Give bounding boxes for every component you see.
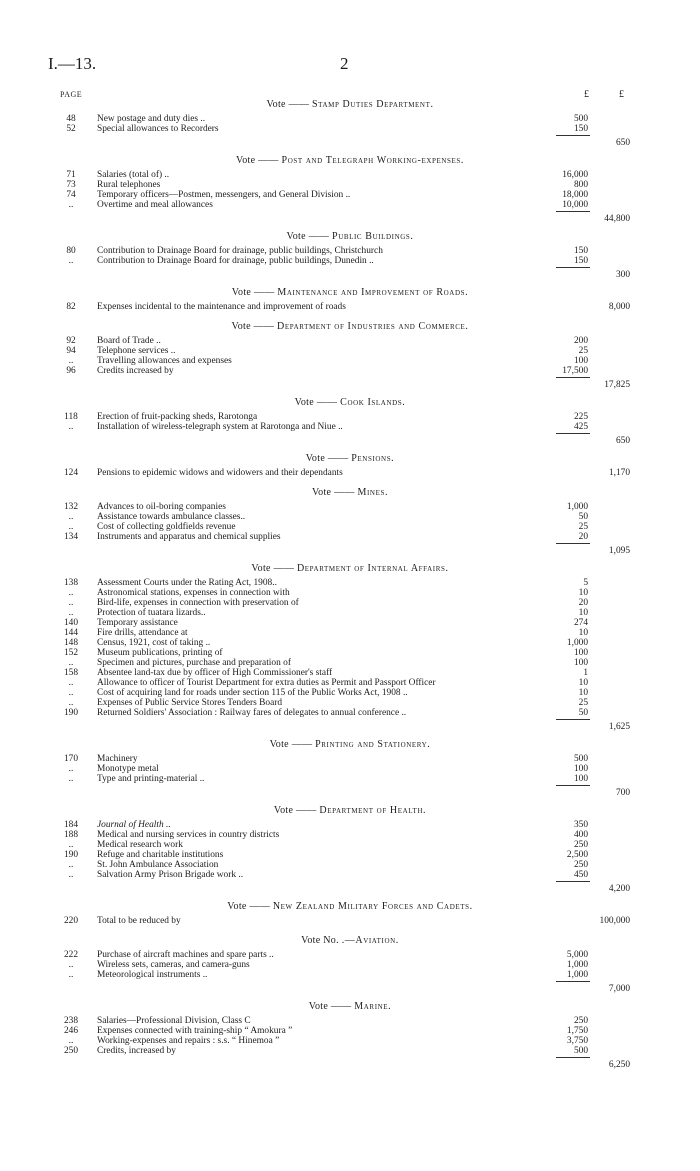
vote-heading [0,287,700,299]
vote-title: Mines. [357,487,389,498]
table-row [0,1016,700,1026]
row-amount: 150 [573,124,588,134]
row-description: Installation of wireless-telegraph system at Rarotonga and Niue .. [97,422,343,432]
row-amount: 10 [578,628,588,638]
subtotal-rule [556,211,590,212]
row-amount: 500 [573,1046,588,1056]
table-row [0,124,700,134]
row-description: Travelling allowances and expenses [97,356,232,366]
row-page-ref: 80 [66,246,76,256]
document-reference: I.—13. [48,54,97,73]
table-row [0,346,700,356]
table-row [0,422,700,432]
vote-section [0,739,700,796]
subtotal-rule [556,719,590,720]
vote-total-row [0,718,700,730]
table-row [0,170,700,180]
table-row [0,412,700,422]
table-row [0,688,700,698]
vote-total-row [0,784,700,796]
row-amount: 400 [573,830,588,840]
row-page-ref: .. [68,698,74,708]
row-page-ref: 250 [63,1046,79,1056]
vote-total: 4,200 [608,884,630,894]
vote-total: 650 [615,436,630,446]
row-description: Salaries (total of) .. [97,170,170,180]
table-row [0,658,700,668]
vote-title: Pensions. [351,453,395,464]
vote-title: Marine. [354,1001,392,1012]
row-page-ref: .. [68,522,74,532]
row-amount: 50 [578,708,588,718]
row-description: Refuge and charitable institutions [97,850,224,860]
row-description: Absentee land-tax due by officer of High Commissioner's staff [97,668,333,678]
row-page-ref: .. [68,588,74,598]
row-amount: 225 [573,412,588,422]
table-row [0,774,700,784]
row-amount: 100 [573,648,588,658]
row-page-ref: .. [68,678,74,688]
row-page-ref: .. [68,960,74,970]
row-description: Temporary assistance [97,618,178,628]
vote-total: 100,000 [599,916,630,926]
row-page-ref: 134 [63,532,79,542]
row-description: Journal of Health .. [97,820,171,830]
row-amount: 200 [573,336,588,346]
table-row [0,860,700,870]
row-page-ref: 246 [63,1026,79,1036]
table-row [0,114,700,124]
row-page-ref: 73 [66,180,76,190]
table-row [0,522,700,532]
vote-total-row [0,210,700,222]
row-description: Astronomical stations, expenses in connection with [97,588,290,598]
vote-title: Printing and Stationery. [315,739,431,750]
row-description: Working-expenses and repairs : s.s. “ Hinemoa ” [97,1036,280,1046]
table-row [0,356,700,366]
page-column-header: PAGE [60,90,83,99]
table-row [0,628,700,638]
row-amount: 150 [573,246,588,256]
row-description: Total to be reduced by [97,916,181,926]
vote-prefix: Vote No. [301,935,339,946]
table-row [0,200,700,210]
table-row [0,764,700,774]
table-row [0,246,700,256]
row-amount: 250 [573,860,588,870]
vote-total: 17,825 [604,380,630,390]
row-page-ref: .. [68,512,74,522]
vote-heading [0,1001,700,1013]
row-amount: 250 [573,1016,588,1026]
vote-heading [0,935,700,947]
subtotal-rule [556,785,590,786]
row-page-ref: 158 [63,668,79,678]
row-page-ref: .. [68,774,74,784]
row-page-ref: .. [68,970,74,980]
row-description: Meteorological instruments .. [97,970,208,980]
row-amount: 100 [573,356,588,366]
table-row [0,608,700,618]
row-description: Contribution to Drainage Board for drainage, public buildings, Dunedin .. [97,256,374,266]
vote-title: Department of Health. [319,805,427,816]
subtotal-rule [556,881,590,882]
vote-heading [0,487,700,499]
row-description: Monotype metal [97,764,159,774]
vote-heading [0,155,700,167]
table-row [0,754,700,764]
vote-prefix: Vote —— [273,805,317,816]
vote-section [0,805,700,892]
table-row [0,502,700,512]
row-description: Specimen and pictures, purchase and preparation of [97,658,291,668]
vote-prefix: Vote —— [308,1001,352,1012]
vote-section [0,231,700,278]
vote-prefix: Vote —— [235,155,279,166]
row-amount: 10 [578,688,588,698]
row-amount: 1,000 [566,638,588,648]
row-page-ref: 74 [66,190,76,200]
row-description: Protection of tuatara lizards.. [97,608,206,618]
row-amount: 500 [573,754,588,764]
table-row [0,618,700,628]
table-row [0,698,700,708]
row-page-ref: 152 [63,648,79,658]
row-amount: 274 [573,618,588,628]
row-description: Credits increased by [97,366,174,376]
page-number: 2 [340,54,349,73]
row-description: Wireless sets, cameras, and camera-guns [97,960,250,970]
row-page-ref: .. [68,608,74,618]
row-description: Fire drills, attendance at [97,628,188,638]
table-row [0,840,700,850]
table-row [0,668,700,678]
table-row [0,180,700,190]
table-row [0,870,700,880]
vote-prefix: Vote —— [286,231,330,242]
row-description: Advances to oil-boring companies [97,502,226,512]
vote-total-row [0,880,700,892]
row-page-ref: 138 [63,578,79,588]
vote-title: .—Aviation. [341,935,399,946]
vote-total: 7,000 [608,984,630,994]
vote-section [0,99,700,146]
subtotal-rule [556,377,590,378]
row-page-ref: 124 [63,468,79,478]
vote-section [0,155,700,222]
row-description: Erection of fruit-packing sheds, Rarotonga [97,412,258,422]
row-description: Credits, increased by [97,1046,176,1056]
row-amount: 18,000 [562,190,588,200]
vote-title: Department of Internal Affairs. [296,563,449,574]
row-page-ref: 92 [66,336,76,346]
row-page-ref: 48 [66,114,76,124]
vote-title: Post and Telegraph Working-expenses. [281,155,465,166]
vote-prefix: Vote —— [231,321,275,332]
row-description: Salaries—Professional Division, Class C [97,1016,251,1026]
row-page-ref: .. [68,764,74,774]
vote-section [0,901,700,926]
row-page-ref: .. [68,422,74,432]
subtotal-rule [556,135,590,136]
row-amount: 100 [573,764,588,774]
row-page-ref: 144 [63,628,79,638]
vote-prefix: Vote —— [294,397,338,408]
vote-heading [0,231,700,243]
row-amount: 250 [573,840,588,850]
row-page-ref: 184 [63,820,79,830]
table-row [0,960,700,970]
row-description: Rural telephones [97,180,161,190]
row-description: Instruments and apparatus and chemical supplies [97,532,281,542]
row-page-ref: .. [68,1036,74,1046]
vote-total-row [0,542,700,554]
row-page-ref: 140 [63,618,79,628]
row-description: Cost of acquiring land for roads under section 115 of the Public Works Act, 1908 .. [97,688,408,698]
row-amount: 10 [578,608,588,618]
subtotal-rule [556,267,590,268]
row-description: Census, 1921, cost of taking .. [97,638,211,648]
row-amount: 16,000 [562,170,588,180]
vote-total: 1,625 [608,722,630,732]
row-description: Allowance to officer of Tourist Department for extra duties as Permit and Passport Officer [97,678,436,688]
vote-total: 700 [615,788,630,798]
row-page-ref: 132 [63,502,79,512]
vote-prefix: Vote —— [251,563,295,574]
vote-total: 1,170 [608,468,630,478]
vote-total-row [0,376,700,388]
row-amount: 25 [578,698,588,708]
row-page-ref: .. [68,658,74,668]
row-page-ref: .. [68,356,74,366]
table-row [0,850,700,860]
row-amount: 10,000 [562,200,588,210]
table-row [0,588,700,598]
row-amount: 10 [578,588,588,598]
vote-section [0,487,700,554]
vote-prefix: Vote —— [231,287,275,298]
row-amount: 1,000 [566,970,588,980]
table-row [0,532,700,542]
table-row [0,336,700,346]
row-amount: 1,000 [566,960,588,970]
row-description: Assessment Courts under the Rating Act, 1908.. [97,578,277,588]
vote-section [0,321,700,388]
row-page-ref: .. [68,688,74,698]
row-page-ref: .. [68,200,74,210]
row-page-ref: 82 [66,302,76,312]
vote-section [0,1001,700,1068]
row-page-ref: .. [68,598,74,608]
table-row [0,512,700,522]
row-amount: 10 [578,678,588,688]
row-description: Medical and nursing services in country districts [97,830,280,840]
row-description: Temporary officers—Postmen, messengers, and General Division .. [97,190,351,200]
row-amount: 20 [578,598,588,608]
vote-heading [0,563,700,575]
vote-title: Maintenance and Improvement of Roads. [277,287,469,298]
subtotal-rule [556,543,590,544]
subtotal-rule [556,433,590,434]
row-amount: 1,000 [566,502,588,512]
row-description: Bird-life, expenses in connection with preservation of [97,598,299,608]
vote-title: New Zealand Military Forces and Cadets. [272,901,473,912]
row-description: Board of Trade .. [97,336,161,346]
row-amount: 25 [578,346,588,356]
row-description: Pensions to epidemic widows and widowers and their dependants [97,468,343,478]
row-amount: 1 [583,668,588,678]
row-amount: 2,500 [566,850,588,860]
table-row [0,638,700,648]
row-description: Museum publications, printing of [97,648,223,658]
pound-column-header-items: £ [584,89,589,100]
row-amount: 5,000 [566,950,588,960]
row-amount: 100 [573,774,588,784]
row-amount: 3,750 [566,1036,588,1046]
vote-total: 44,800 [604,214,630,224]
vote-heading [0,805,700,817]
vote-total-row [0,134,700,146]
row-description: Overtime and meal allowances [97,200,213,210]
row-page-ref: 118 [64,412,78,422]
table-row [0,678,700,688]
row-description: Cost of collecting goldfields revenue [97,522,236,532]
vote-prefix: Vote —— [311,487,355,498]
vote-section [0,453,700,478]
row-description: Special allowances to Recorders [97,124,219,134]
row-description: Medical research work [97,840,183,850]
table-row [0,366,700,376]
vote-total-row [0,266,700,278]
row-amount: 350 [573,820,588,830]
row-page-ref: 188 [63,830,79,840]
row-amount: 25 [578,522,588,532]
row-page-ref: .. [68,840,74,850]
table-row [0,468,700,478]
row-amount: 50 [578,512,588,522]
vote-sections [0,99,700,1068]
vote-total: 300 [615,270,630,280]
vote-total: 1,095 [608,546,630,556]
vote-total-row [0,980,700,992]
table-row [0,950,700,960]
vote-section [0,397,700,444]
row-amount: 500 [573,114,588,124]
row-page-ref: 220 [63,916,79,926]
row-amount: 17,500 [562,366,588,376]
vote-section [0,287,700,312]
table-row [0,190,700,200]
table-row [0,302,700,312]
row-description: Contribution to Drainage Board for drainage, public buildings, Christchurch [97,246,383,256]
row-amount: 450 [573,870,588,880]
table-row [0,1046,700,1056]
vote-total-row [0,1056,700,1068]
row-amount: 425 [573,422,588,432]
row-amount: 1,750 [566,1026,588,1036]
vote-total: 8,000 [608,302,630,312]
vote-heading [0,99,700,111]
row-amount: 20 [578,532,588,542]
vote-heading [0,453,700,465]
vote-prefix: Vote —— [227,901,271,912]
row-description: Expenses connected with training-ship “ Amokura ” [97,1026,293,1036]
table-row [0,648,700,658]
row-page-ref: 71 [66,170,76,180]
vote-heading [0,397,700,409]
row-amount: 800 [573,180,588,190]
table-row [0,256,700,266]
row-description: Assistance towards ambulance classes.. [97,512,246,522]
table-row [0,820,700,830]
table-row [0,1026,700,1036]
row-description: Purchase of aircraft machines and spare parts .. [97,950,274,960]
row-page-ref: .. [68,256,74,266]
subtotal-rule [556,981,590,982]
vote-total: 6,250 [608,1060,630,1070]
pound-column-header-totals: £ [619,89,624,100]
vote-title: Cook Islands. [340,397,406,408]
row-description: Machinery [97,754,138,764]
vote-prefix: Vote —— [269,739,313,750]
row-amount: 150 [573,256,588,266]
row-page-ref: 222 [63,950,79,960]
row-page-ref: 94 [66,346,76,356]
vote-title: Department of Industries and Commerce. [277,321,469,332]
row-description: Type and printing-material .. [97,774,205,784]
row-page-ref: 190 [63,850,79,860]
row-description: St. John Ambulance Association [97,860,219,870]
table-row [0,916,700,926]
row-description: New postage and duty dies .. [97,114,206,124]
row-page-ref: 190 [63,708,79,718]
vote-title: Stamp Duties Department. [312,99,434,110]
vote-title: Public Buildings. [332,231,414,242]
vote-section [0,935,700,992]
vote-total-row [0,432,700,444]
row-page-ref: .. [68,870,74,880]
table-row [0,970,700,980]
table-row [0,830,700,840]
row-page-ref: 148 [63,638,79,648]
row-page-ref: 52 [66,124,76,134]
row-page-ref: 238 [63,1016,79,1026]
row-page-ref: 170 [63,754,79,764]
vote-heading [0,321,700,333]
table-row [0,708,700,718]
vote-section [0,563,700,730]
row-description: Returned Soldiers' Association : Railway fares of delegates to annual conference .. [97,708,407,718]
table-row [0,1036,700,1046]
row-description: Expenses incidental to the maintenance and improvement of roads [97,302,346,312]
row-description: Salvation Army Prison Brigade work .. [97,870,244,880]
table-row [0,598,700,608]
row-amount: 5 [583,578,588,588]
vote-prefix: Vote —— [266,99,310,110]
row-page-ref: .. [68,860,74,870]
vote-prefix: Vote —— [305,453,349,464]
vote-total: 650 [615,138,630,148]
vote-heading [0,901,700,913]
row-amount: 100 [573,658,588,668]
subtotal-rule [556,1057,590,1058]
row-description: Telephone services .. [97,346,176,356]
row-page-ref: 96 [66,366,76,376]
row-description: Expenses of Public Service Stores Tenders Board [97,698,283,708]
table-row [0,578,700,588]
vote-heading [0,739,700,751]
